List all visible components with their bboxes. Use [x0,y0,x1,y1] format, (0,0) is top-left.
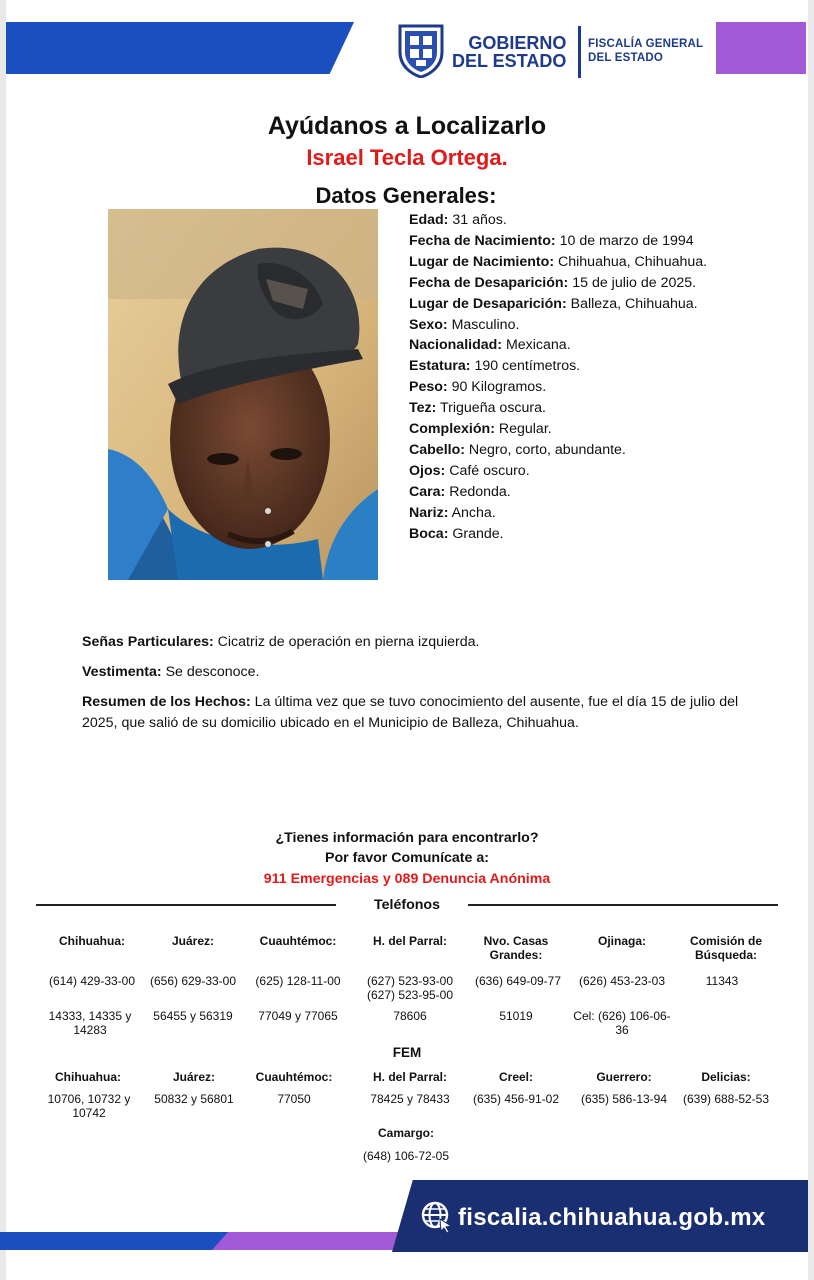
fem-header-parral: H. del Parral: [372,1070,448,1084]
senas-particulares: Señas Particulares: Cicatriz de operación en pierna izquierda. [82,634,480,650]
vestimenta: Vestimenta: Se desconoce. [82,664,260,680]
fem-value-camargo: (648) 106-72-05 [362,1149,450,1163]
general-data-heading: Datos Generales: [315,183,497,208]
fem-header-creel: Creel: [498,1070,533,1084]
phone-header-nvo-casas-grandes: Nvo. Casas Grandes: [483,934,549,962]
phone-value: (625) 128-11-00 [255,974,341,988]
field-edad: Edad: 31 años. [409,212,507,228]
extension-value: 51019 [499,1009,533,1023]
missing-person-name: Israel Tecla Ortega. [306,145,508,170]
phone-value: (636) 649-09-77 [474,974,562,988]
field-ojos: Ojos: Café oscuro. [409,462,530,479]
extension-value: 78606 [393,1009,427,1023]
extension-value: 56455 y 56319 [153,1009,233,1023]
phone-value: (627) 523-93-00 (627) 523-95-00 [366,974,454,1002]
fem-header-cuauhtemoc: Cuauhtémoc: [255,1070,333,1084]
fem-value: (635) 456-91-02 [472,1092,560,1106]
field-cara: Cara: Redonda. [409,483,511,500]
fem-value: 50832 y 56801 [154,1092,234,1106]
field-cabello: Cabello: Negro, corto, abundante. [409,441,626,458]
phone-header-ojinaga: Ojinaga: [597,934,646,948]
gobierno-line1: GOBIERNO [468,33,567,53]
phone-header-chihuahua: Chihuahua: [59,934,125,948]
contact-please: Por favor Comunícate a: [325,850,489,866]
fem-value: (635) 586-13-94 [580,1092,668,1106]
field-boca: Boca: Grande. [409,525,504,542]
field-complexion: Complexión: Regular. [409,421,552,438]
fem-header-camargo: Camargo: [377,1126,434,1140]
resumen-hechos: Resumen de los Hechos: La última vez que se tuvo conocimiento del ausente, fue el día 15 de julio del 2025, que salió de su domicilio ubicado en el Municipio de Balleza, Chihuahua. [82,694,739,731]
fem-header-juarez: Juárez: [172,1070,216,1084]
emergency-line: 911 Emergencias y 089 Denuncia Anónima [263,871,551,887]
phone-header-juarez: Juárez: [171,934,215,948]
fem-value: 77050 [277,1092,311,1106]
fiscalia-line1: FISCALÍA GENERAL [588,38,704,50]
fem-header-guerrero: Guerrero: [596,1070,652,1084]
extension-value: 77049 y 77065 [258,1009,338,1023]
fem-value: (639) 688-52-53 [682,1092,770,1106]
globe-cursor-icon [420,1200,454,1234]
phone-header-cuauhtemoc: Cuauhtémoc: [259,934,337,948]
extension-value: 14333, 14335 y 14283 [48,1009,132,1037]
phone-value: (656) 629-33-00 [149,974,237,988]
footer-purple-band [212,1232,412,1250]
contact-question: ¿Tienes información para encontrarlo? [275,830,539,846]
fem-header-chihuahua: Chihuahua: [55,1070,121,1084]
fem-heading: FEM [392,1045,422,1060]
poster-title: Ayúdanos a Localizarlo [267,112,547,140]
field-nacionalidad: Nacionalidad: Mexicana. [409,337,571,354]
field-lugar-desaparicion: Lugar de Desaparición: Balleza, Chihuahua. [409,295,698,312]
phone-value: (614) 429-33-00 [48,974,136,988]
field-fecha-nacimiento: Fecha de Nacimiento: 10 de marzo de 1994 [409,232,694,249]
fem-header-delicias: Delicias: [701,1070,751,1084]
phone-header-comision: Comisión de Búsqueda: [689,934,762,962]
field-fecha-desaparicion: Fecha de Desaparición: 15 de julio de 2025. [409,274,697,291]
field-lugar-nacimiento: Lugar de Nacimiento: Chihuahua, Chihuahua. [409,253,708,270]
field-peso: Peso: 90 Kilogramos. [409,379,547,396]
fem-value: 78425 y 78433 [370,1092,450,1106]
field-sexo: Sexo: Masculino. [409,316,520,333]
phone-header-parral: H. del Parral: [372,934,448,948]
fiscalia-line2: DEL ESTADO [588,52,664,64]
phone-value: 11343 [705,974,739,988]
field-tez: Tez: Trigueña oscura. [409,400,546,417]
field-estatura: Estatura: 190 centímetros. [409,358,581,375]
website-link[interactable]: fiscalia.chihuahua.gob.mx [458,1204,766,1231]
field-nariz: Nariz: Ancha. [409,504,496,521]
phone-value: (626) 453-23-03 [578,974,666,988]
extension-value: Cel: (626) 106-06-36 [573,1009,671,1037]
fem-value: 10706, 10732 y 10742 [47,1092,131,1120]
gobierno-line2: DEL ESTADO [452,51,567,71]
telefonos-heading: Teléfonos [374,897,440,913]
